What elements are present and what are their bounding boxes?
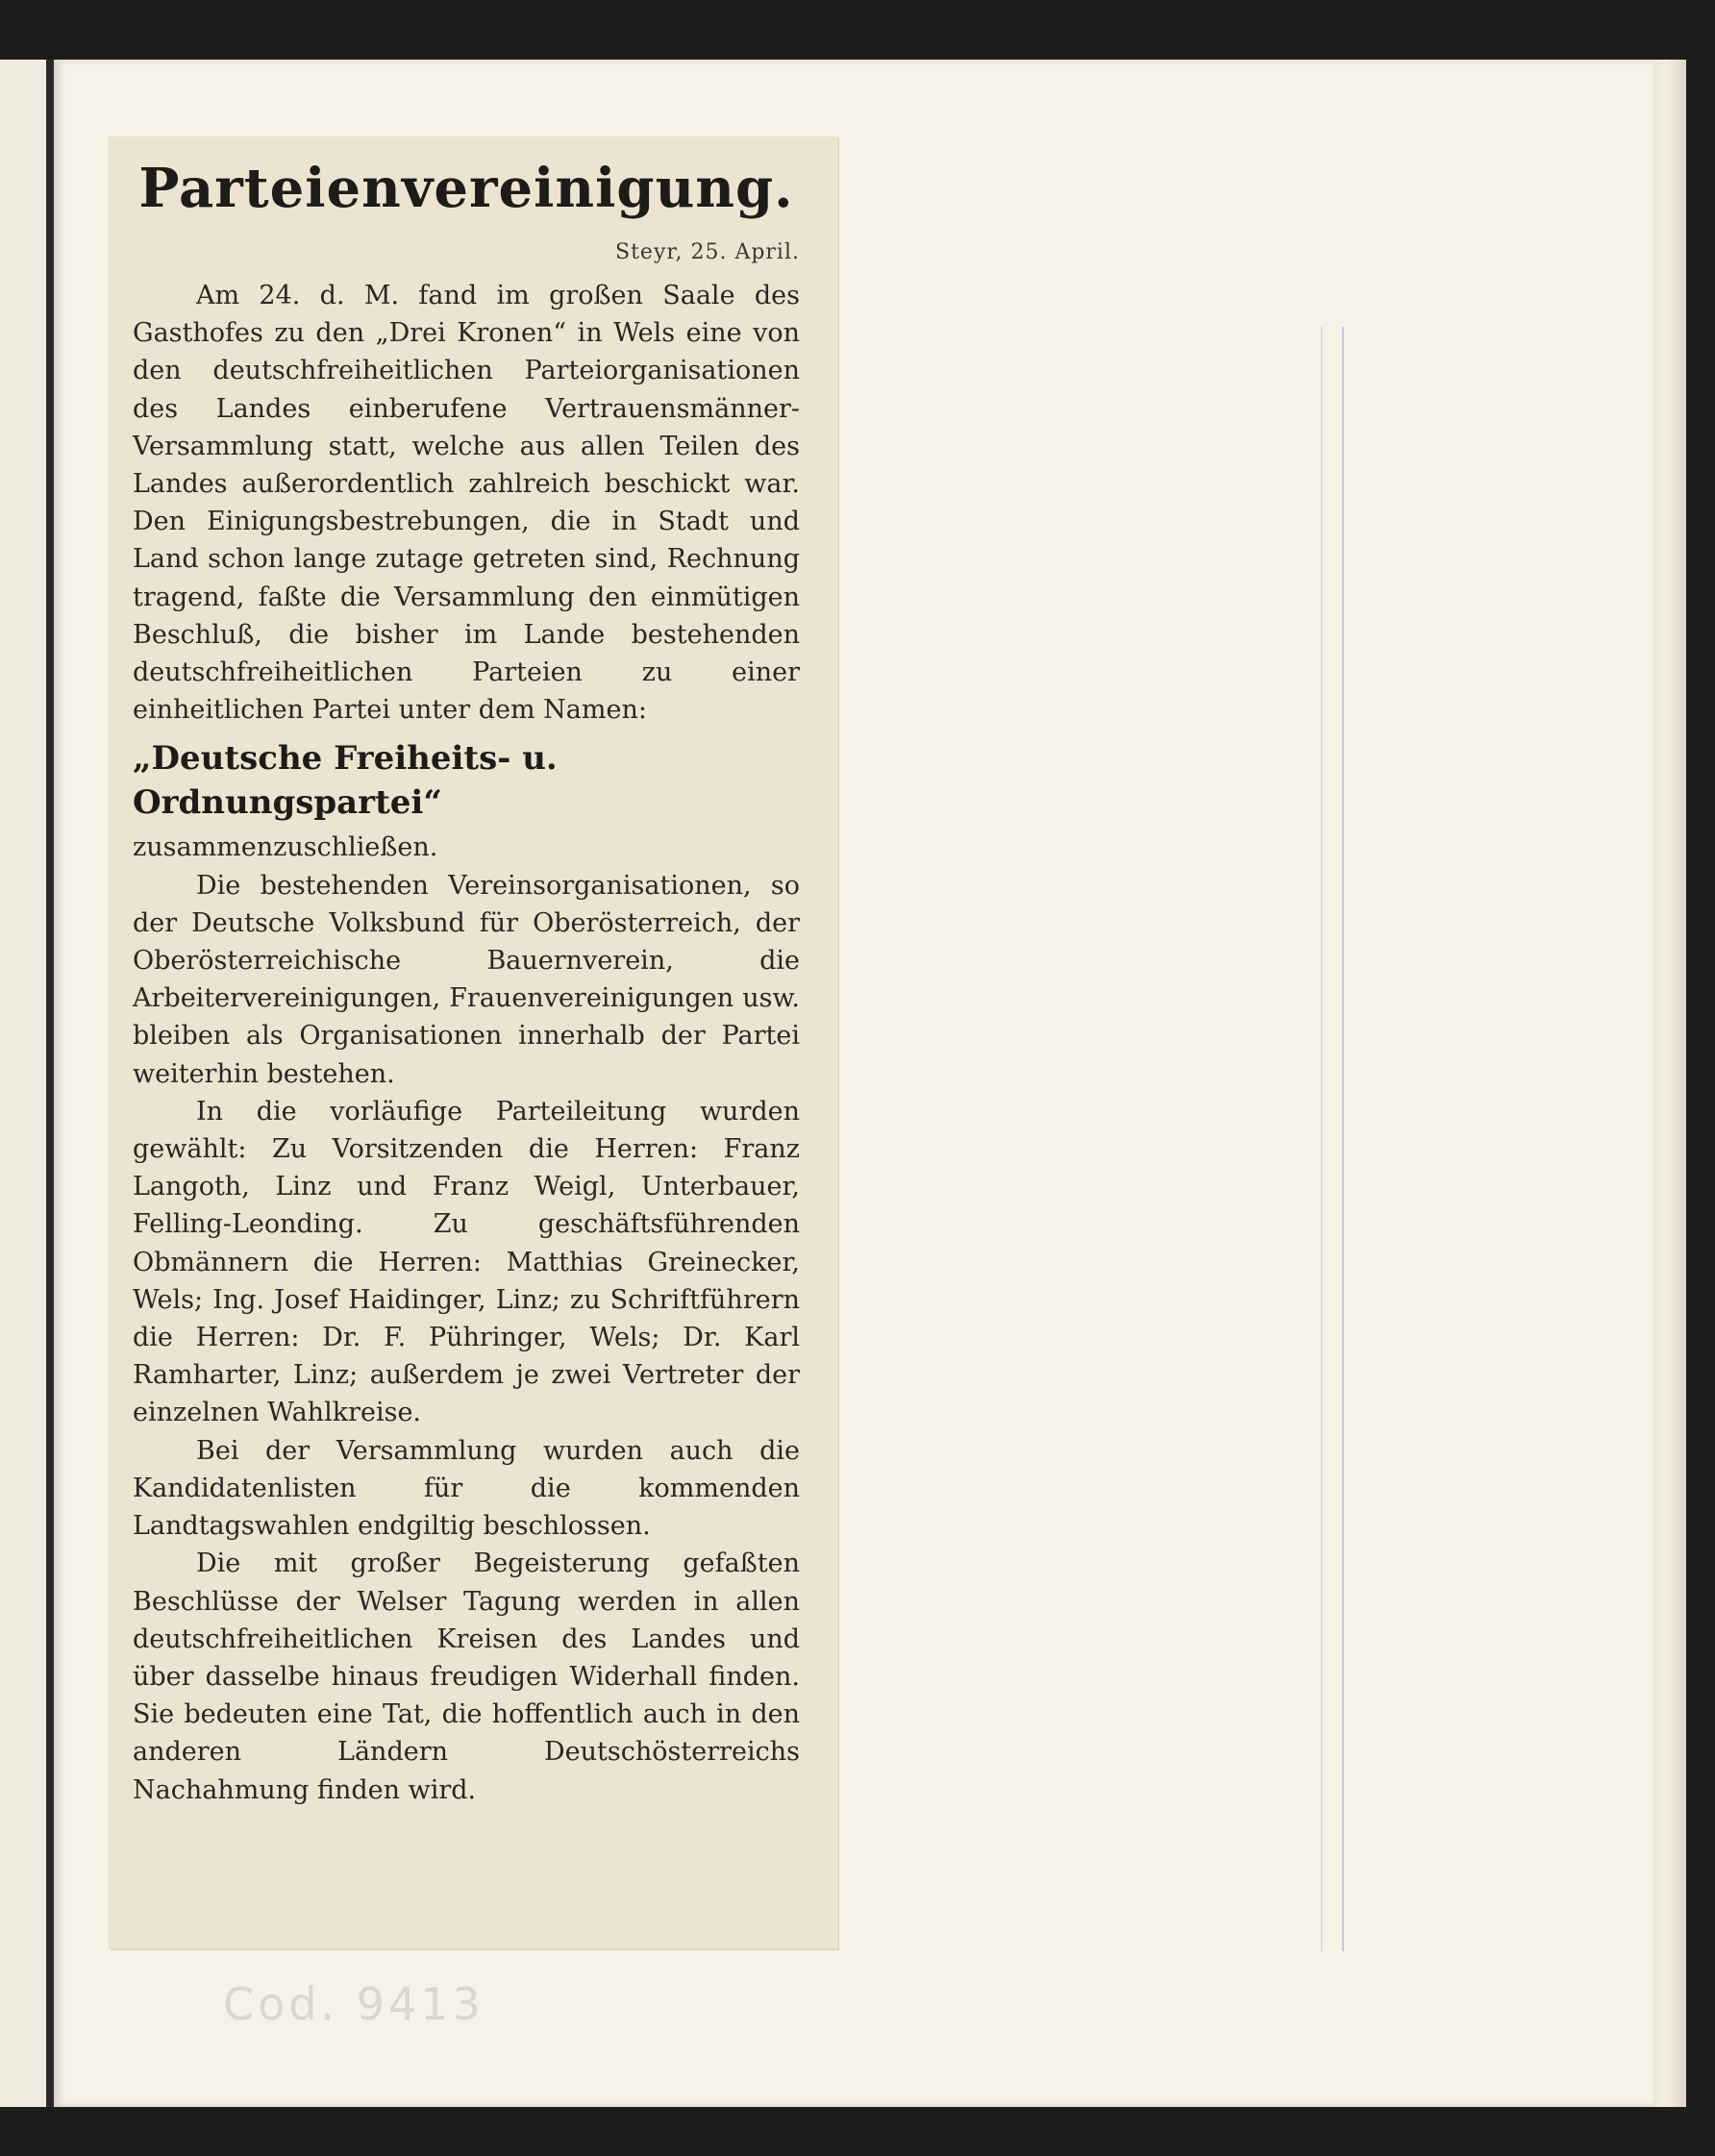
article-paragraph: zusammenzuschließen. (133, 832, 438, 863)
margin-line (1342, 327, 1344, 1951)
party-name: „Deutsche Freiheits- u. Ordnungspartei“ (133, 739, 558, 823)
article-dateline: Steyr, 25. April. (615, 240, 800, 264)
article-paragraph: Bei der Versammlung wurden auch die Kandidatenlisten für die kommenden Landtagswahlen endgiltig beschlossen. (133, 1435, 800, 1542)
margin-line (1321, 327, 1323, 1951)
article-paragraph: Am 24. d. M. fand im großen Saale des Gasthofes zu den „Drei Kronen“ in Wels eine von den deutschfreiheitlichen Parteiorganisationen des Landes einberufene Vertrauensmänner-Versammlung statt, welche aus allen Teilen des Landes außerordentlich zahlreich beschickt war. Den Einigungsbestrebungen, die in Stadt und Land schon lange zutage getreten sind, Rechnung tragend, faßte die Versammlung den einmütigen Beschluß, die bisher im Lande bestehenden deutschfreiheitlichen Parteien zu einer einheitlichen Partei unter dem Namen: (133, 281, 800, 726)
article-headline: Parteienvereinigung. (138, 157, 794, 220)
page-stack-edge (1653, 60, 1686, 2107)
article-paragraph: Die mit großer Begeisterung gefaßten Beschlüsse der Welser Tagung werden in allen deutschfreiheitlichen Kreisen des Landes und über dasselbe hinaus freudigen Widerhall finden. Sie bedeuten eine Tat, die hoffentlich auch in den anderen Ländern Deutschösterreichs Nachahmung finden wird. (133, 1549, 800, 1805)
newspaper-clipping (110, 136, 838, 1949)
article-paragraph: In die vorläufige Parteileitung wurden gewählt: Zu Vorsitzenden die Herren: Franz Langoth, Linz und Franz Weigl, Unterbauer, Felling-Leonding. Zu geschäftsführenden Obmännern die Herren: Matthias Greinecker, Wels; Ing. Josef Haidinger, Linz; zu Schriftführern die Herren: Dr. F. Pühringer, Wels; Dr. Karl Ramharter, Linz; außerdem je zwei Vertreter der einzelnen Wahlkreise. (133, 1096, 800, 1428)
article-paragraph: Die bestehenden Vereinsorganisationen, so der Deutsche Volksbund für Oberösterreich, der Oberösterreichische Bauernverein, die Arbeitervereinigungen, Frauenvereinigungen usw. bleiben als Organisationen innerhalb der Partei weiterhin bestehen. (133, 870, 800, 1089)
book-spine (46, 60, 54, 2107)
shelfmark-stamp: Cod. 9413 (223, 1978, 485, 2030)
facing-page-edge (0, 60, 48, 2107)
